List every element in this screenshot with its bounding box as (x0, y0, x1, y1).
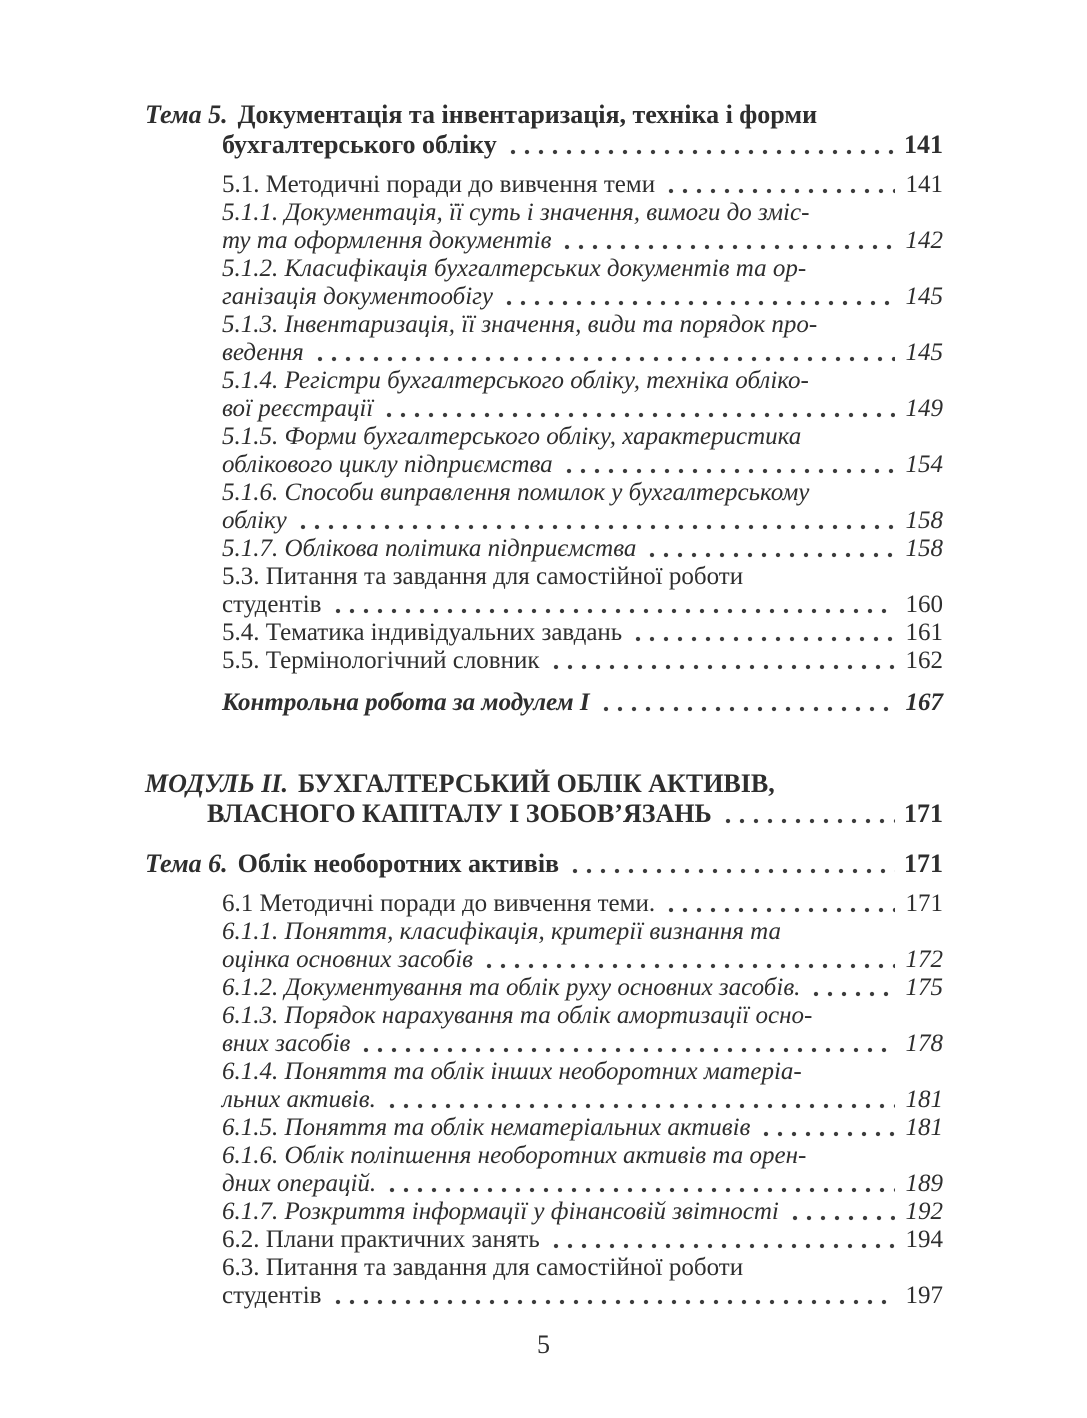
toc-entry-line (145, 395, 943, 423)
toc-entry-line (145, 1282, 943, 1310)
toc-entry (145, 423, 943, 479)
entry-page-number: 189 (905, 1170, 943, 1197)
toc-entry-line (145, 255, 943, 283)
entry-page-number: 145 (905, 339, 943, 366)
entry-title-continuation: оцінка основних засобів (222, 946, 474, 973)
toc-entry (145, 647, 943, 675)
entry-page-number: 158 (905, 535, 943, 562)
dotted-leader (549, 1226, 895, 1254)
entry-title: 5.1.1. Документація, її суть і значення, вимоги до зміс- (222, 199, 810, 226)
dotted-leader (568, 849, 895, 879)
entry-page-number: 172 (905, 946, 943, 973)
entry-title: 5.3. Питання та завдання для самостійної роботи (222, 563, 744, 590)
entry-prefix: МОДУЛЬ ІІ. (145, 769, 288, 798)
toc-entry-line (145, 1114, 943, 1142)
entry-title: 5.1.6. Способи виправлення помилок у бухгалтерському (222, 479, 810, 506)
dotted-leader (788, 1198, 895, 1226)
entry-page-number: 158 (905, 507, 943, 534)
entry-page-number: 154 (905, 451, 943, 478)
toc-entry-line (145, 1254, 943, 1282)
entry-page-number: 181 (905, 1086, 943, 1113)
toc-entry (145, 1114, 943, 1142)
dotted-leader (562, 451, 895, 479)
toc-entry-line (145, 171, 943, 199)
toc-entry-line (145, 283, 943, 311)
entry-page-number: 171 (904, 849, 943, 878)
entry-title: Облік необоротних активів (237, 849, 560, 878)
entry-page-number: 197 (905, 1282, 943, 1309)
toc-entry (145, 1226, 943, 1254)
entry-prefix: Тема 6. (145, 849, 228, 878)
toc-entry-line (145, 591, 943, 619)
dotted-leader (759, 1114, 895, 1142)
dotted-leader (382, 395, 895, 423)
entry-title: 6.2. Плани практичних занять (222, 1226, 540, 1253)
entry-title: 5.1.3. Інвентаризація, її значення, види та порядок про- (222, 311, 818, 338)
toc-entry-line (145, 1198, 943, 1226)
entry-title-continuation: вних засобів (222, 1030, 351, 1057)
entry-title: 6.1 Методичні поради до вивчення теми. (222, 890, 656, 917)
entry-title: 5.1.4. Регістри бухгалтерського обліку, техніка обліко- (222, 367, 809, 394)
dotted-leader (549, 647, 895, 675)
entry-title-continuation: вої реєстрації (222, 395, 374, 422)
toc-entry (145, 479, 943, 535)
entry-page-number: 145 (905, 283, 943, 310)
dotted-leader (331, 1282, 896, 1310)
dotted-leader (313, 339, 895, 367)
toc-entry-line (145, 100, 943, 130)
toc-entry-line (145, 423, 943, 451)
toc-entry-line (145, 890, 943, 918)
entry-title: 6.3. Питання та завдання для самостійної роботи (222, 1254, 744, 1281)
entry-page-number: 142 (905, 227, 943, 254)
entry-title: 5.1. Методичні поради до вивчення теми (222, 171, 656, 198)
footer-page-number: 5 (537, 1330, 550, 1359)
entry-page-number: 178 (905, 1030, 943, 1057)
entry-title-continuation: бухгалтерського обліку (222, 130, 497, 159)
entry-title: 6.1.4. Поняття та облік інших необоротних матеріа- (222, 1058, 802, 1085)
entry-page-number: 162 (905, 647, 943, 674)
dotted-leader (664, 171, 895, 199)
entry-title-continuation: студентів (222, 591, 322, 618)
toc-entry (145, 619, 943, 647)
entry-title: 5.1.5. Форми бухгалтерського обліку, характеристика (222, 423, 802, 450)
toc-entry-line (145, 1142, 943, 1170)
dotted-leader (599, 689, 895, 717)
toc-entry (145, 1254, 943, 1310)
entry-title: 5.1.2. Класифікація бухгалтерських документів та ор- (222, 255, 807, 282)
toc-entry-line (145, 339, 943, 367)
toc-entry (145, 1058, 943, 1114)
toc-entry (145, 974, 943, 1002)
toc-entry-line (145, 918, 943, 946)
entry-title: Документація та інвентаризація, техніка і форми (237, 100, 818, 129)
toc-entry-line (145, 311, 943, 339)
toc-entry (145, 311, 943, 367)
entry-title: Контрольна робота за модулем І (222, 689, 590, 716)
toc-entry-line (145, 535, 943, 563)
entry-page-number: 192 (905, 1198, 943, 1225)
entry-title-continuation: льних активів. (222, 1086, 376, 1113)
entry-page-number: 167 (905, 689, 943, 716)
dotted-leader (631, 619, 895, 647)
toc-entry-line (145, 563, 943, 591)
entry-title: 5.5. Термінологічний словник (222, 647, 540, 674)
toc-entry-line (145, 199, 943, 227)
entry-page-number: 141 (904, 130, 943, 159)
entry-prefix: Тема 5. (145, 100, 228, 129)
entry-title-continuation: ВЛАСНОГО КАПІТАЛУ І ЗОБОВ’ЯЗАНЬ (207, 799, 712, 828)
toc-entry (145, 1198, 943, 1226)
toc-entry-line (145, 130, 943, 160)
entry-page-number: 161 (905, 619, 943, 646)
toc-entry-line (145, 619, 943, 647)
toc-entry (145, 199, 943, 255)
toc-entry-line (145, 769, 943, 799)
toc-entry-line (145, 799, 943, 829)
entry-page-number: 181 (905, 1114, 943, 1141)
toc-entry (145, 367, 943, 423)
toc-entry-line (145, 451, 943, 479)
entry-title-continuation: студентів (222, 1282, 322, 1309)
toc-entry (145, 769, 943, 829)
entry-title: 6.1.6. Облік поліпшення необоротних активів та орен- (222, 1142, 807, 1169)
entry-page-number: 175 (905, 974, 943, 1001)
toc-entry-line (145, 479, 943, 507)
toc-entry-line (145, 1086, 943, 1114)
dotted-leader (385, 1170, 895, 1198)
entry-title: 6.1.3. Порядок нарахування та облік амортизації осно- (222, 1002, 813, 1029)
toc-entry (145, 100, 943, 160)
entry-title-continuation: обліку (222, 507, 287, 534)
entry-page-number: 194 (905, 1226, 943, 1253)
entry-title-continuation: ту та оформлення документів (222, 227, 552, 254)
toc-entry (145, 171, 943, 199)
entry-title: БУХГАЛТЕРСЬКИЙ ОБЛІК АКТИВІВ, (297, 769, 775, 798)
toc-entry-line (145, 1002, 943, 1030)
entry-page-number: 171 (904, 799, 943, 828)
dotted-leader (359, 1030, 895, 1058)
entry-title: 6.1.1. Поняття, класифікація, критерії визнання та (222, 918, 781, 945)
toc-entry-line (145, 974, 943, 1002)
toc-entry-line (145, 689, 943, 717)
dotted-leader (385, 1086, 895, 1114)
dotted-leader (506, 130, 895, 160)
toc-entry-line (145, 849, 943, 879)
toc-entry-line (145, 507, 943, 535)
dotted-leader (664, 890, 895, 918)
entry-title: 6.1.5. Поняття та облік нематеріальних активів (222, 1114, 751, 1141)
dotted-leader (502, 283, 895, 311)
toc-entry-line (145, 946, 943, 974)
toc-entry (145, 255, 943, 311)
toc-entry-line (145, 1058, 943, 1086)
entry-title-continuation: облікового циклу підприємства (222, 451, 553, 478)
entry-page-number: 141 (905, 171, 943, 198)
entry-title-continuation: ганізація документообігу (222, 283, 494, 310)
toc-entry-line (145, 1170, 943, 1198)
toc-entry-line (145, 367, 943, 395)
dotted-leader (482, 946, 895, 974)
toc-entry (145, 535, 943, 563)
toc-entry (145, 563, 943, 619)
toc-entry (145, 1142, 943, 1198)
toc-entry (145, 849, 943, 879)
entry-title: 6.1.2. Документування та облік руху основних засобів. (222, 974, 801, 1001)
toc-entry (145, 1002, 943, 1058)
dotted-leader (560, 227, 895, 255)
entry-title-continuation: ведення (222, 339, 304, 366)
toc-entry (145, 918, 943, 974)
toc-entry-line (145, 227, 943, 255)
entry-title: 6.1.7. Розкриття інформації у фінансовій звітності (222, 1198, 779, 1225)
toc-entry-line (145, 647, 943, 675)
entry-title: 5.4. Тематика індивідуальних завдань (222, 619, 623, 646)
toc-entry (145, 890, 943, 918)
entry-page-number: 149 (905, 395, 943, 422)
dotted-leader (331, 591, 896, 619)
dotted-leader (809, 974, 895, 1002)
toc (145, 100, 943, 1310)
entry-title-continuation: дних операцій. (222, 1170, 377, 1197)
entry-title: 5.1.7. Облікова політика підприємства (222, 535, 637, 562)
toc-entry-line (145, 1226, 943, 1254)
entry-page-number: 160 (905, 591, 943, 618)
entry-page-number: 171 (905, 890, 943, 917)
dotted-leader (645, 535, 895, 563)
dotted-leader (721, 799, 895, 829)
dotted-leader (296, 507, 895, 535)
toc-entry-line (145, 1030, 943, 1058)
toc-entry (145, 689, 943, 717)
